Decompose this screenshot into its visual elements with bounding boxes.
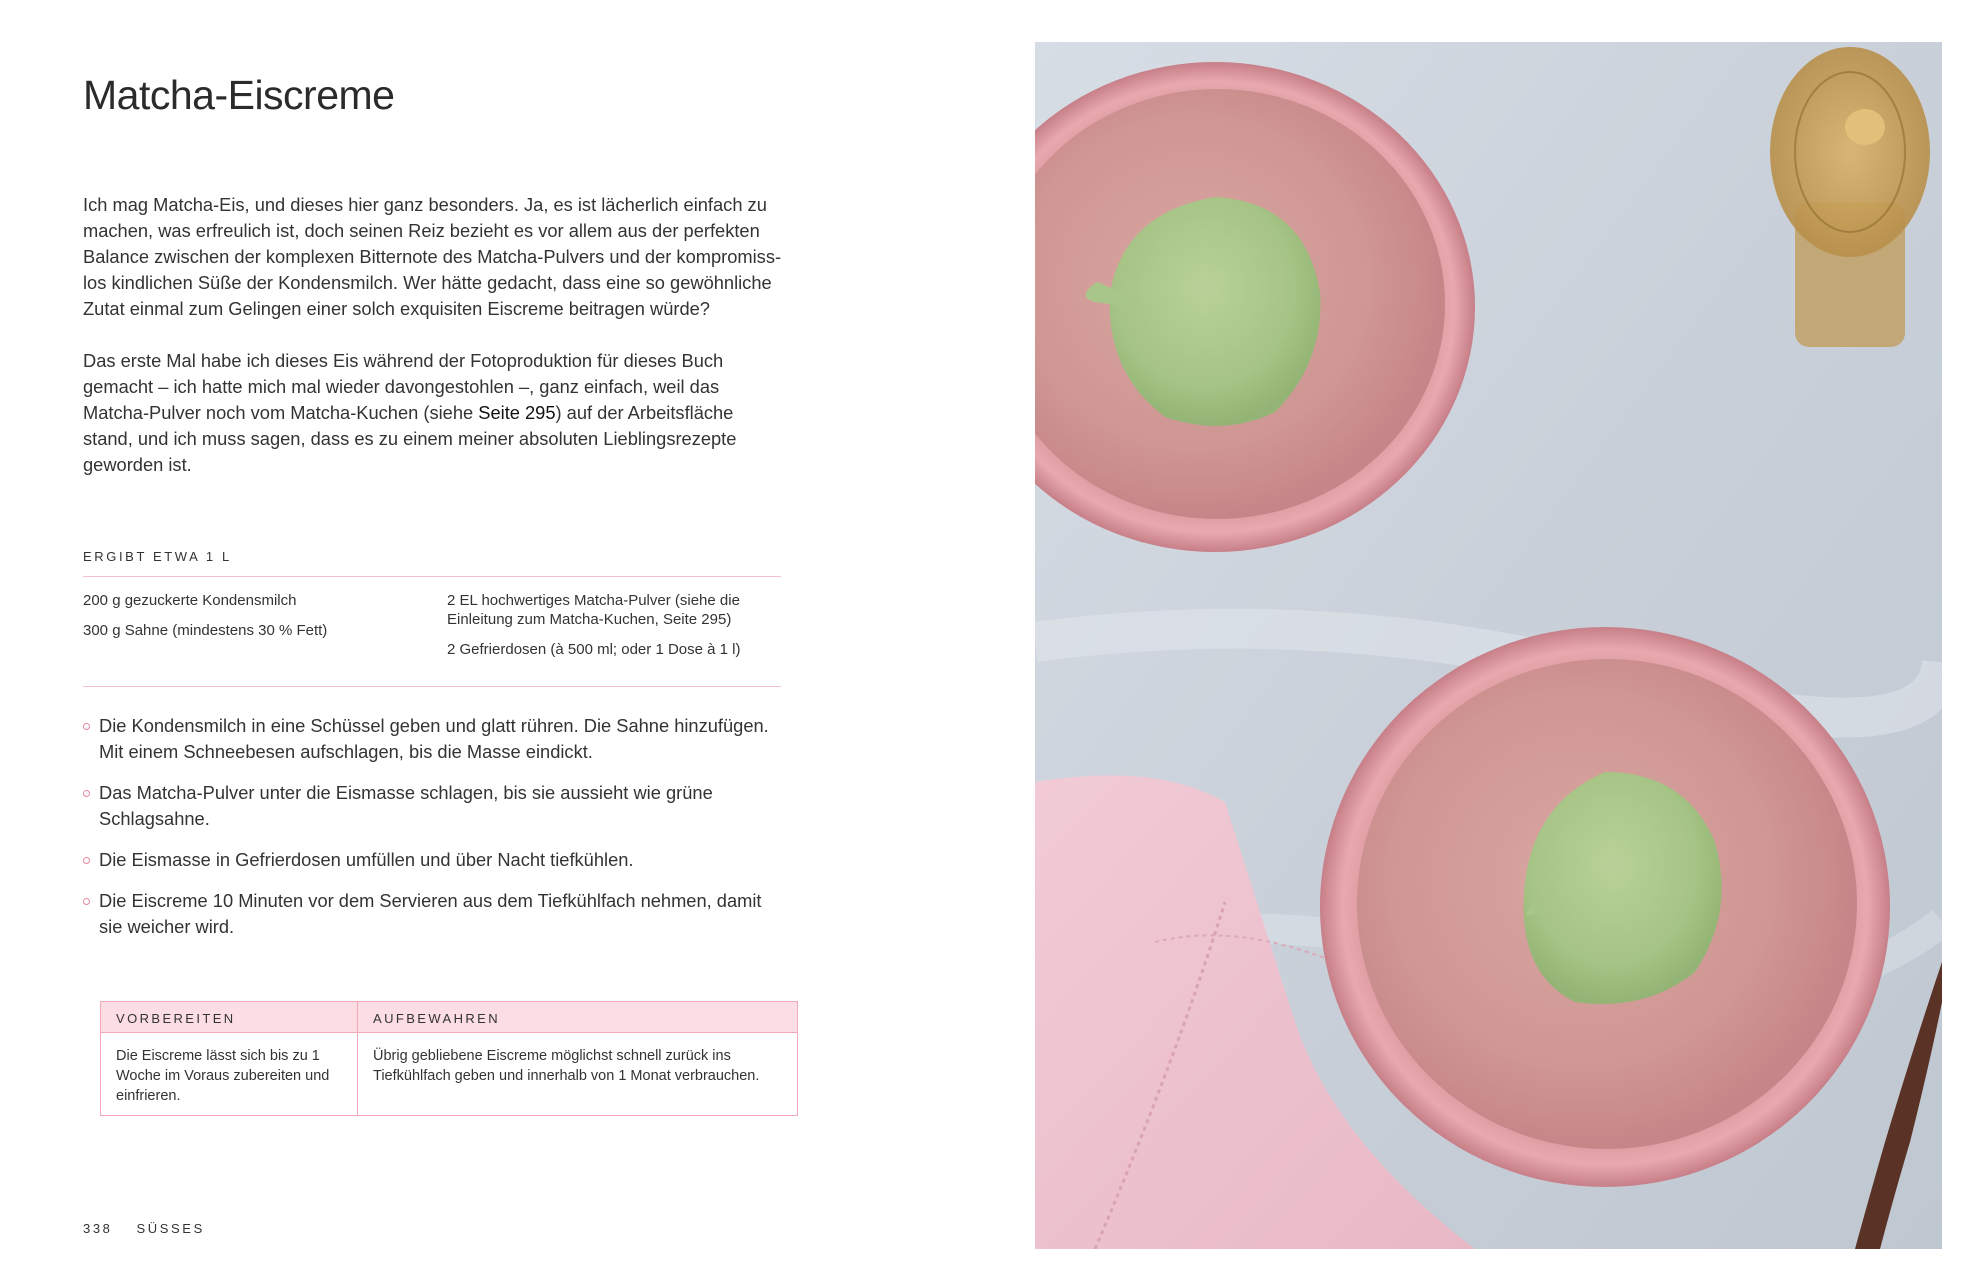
bowl-bottom [1320,627,1890,1187]
page-footer [83,1221,205,1236]
ingredient-item: 200 g gezuckerte Kondensmilch [83,592,297,609]
intro-text: Das erste Mal habe ich dieses Eis während der Fotoproduktion für dieses Buch gemacht – ich hatte mich mal wieder davongestohlen –, ganz einfach, weil das Matcha-Pulver noch vom Matcha-Kuchen (siehe [83,350,724,423]
ingredient-item: 2 EL hochwertiges Matcha-Pulver (siehe die Einleitung zum Matcha-Kuchen, Seite 295) [447,592,740,628]
recipe-intro [83,192,783,504]
table-header-cell: AUFBEWAHREN [373,1011,501,1026]
yield-label: ERGIBT ETWA 1 L [83,549,232,564]
divider [83,576,781,577]
method-step [83,780,783,832]
method-steps [83,713,783,955]
method-step-text: Die Eiscreme 10 Minuten vor dem Servieren aus dem Tiefkühlfach nehmen, damit sie weicher wird. [99,890,762,937]
method-step [83,713,783,765]
food-photo [1035,42,1942,1249]
ingredient-item: 300 g Sahne (mindestens 30 % Fett) [83,622,328,639]
method-step-text: Die Kondensmilch in eine Schüssel geben und glatt rühren. Die Sahne hinzufügen. Mit einem Schneebesen aufschlagen, bis die Masse eindickt. [99,715,769,762]
intro-text: ) auf der Arbeitsfläche stand, und ich muss sagen, dass es zu einem meiner absoluten Lieblingsrezepte geworden ist. [83,402,737,475]
method-step [83,888,783,940]
divider [83,686,781,687]
bullet-icon [83,898,90,905]
method-step-text: Die Eismasse in Gefrierdosen umfüllen und über Nacht tiefkühlen. [99,849,634,870]
page-number: 338 [83,1221,113,1236]
bullet-icon [83,723,90,730]
method-step [83,847,783,873]
table-column-divider [357,1002,358,1115]
bullet-icon [83,857,90,864]
ingredient-list [83,591,783,681]
prep-storage-table [100,1001,798,1116]
intro-paragraph [83,348,783,478]
page-reference-link[interactable]: Seite 295 [478,402,556,423]
method-step-text: Das Matcha-Pulver unter die Eismasse schlagen, bis sie aussieht wie grüne Schlagsahne. [99,782,713,829]
section-name: SÜSSES [136,1221,205,1236]
recipe-title: Matcha-Eiscreme [83,72,395,118]
bullet-icon [83,790,90,797]
table-header-cell: VORBEREITEN [116,1011,236,1026]
table-cell: Übrig gebliebene Eiscreme möglichst schnell zurück ins Tiefkühlfach geben und innerhalb von 1 Monat verbrauchen. [373,1048,760,1084]
table-cell: Die Eiscreme lässt sich bis zu 1 Woche im Voraus zubereiten und einfrieren. [116,1048,330,1104]
ingredient-item: 2 Gefrierdosen (à 500 ml; oder 1 Dose à 1 l) [447,641,741,658]
ingredient-column [447,591,767,670]
intro-paragraph: Ich mag Matcha-Eis, und dieses hier ganz besonders. Ja, es ist lächerlich einfach zu machen, was erfreulich ist, doch seinen Reiz bezieht es vor allem aus der perfekten Balance zwischen der komplexen Bitternote des Matcha-Pulvers und der kompromisslos kindlichen Süße der Kondensmilch. Wer hätte gedacht, dass eine so gewöhnliche Zutat einmal zum Gelingen einer solch exquisiten Eiscreme beitragen würde? [83,194,782,319]
ingredient-column [83,591,423,651]
